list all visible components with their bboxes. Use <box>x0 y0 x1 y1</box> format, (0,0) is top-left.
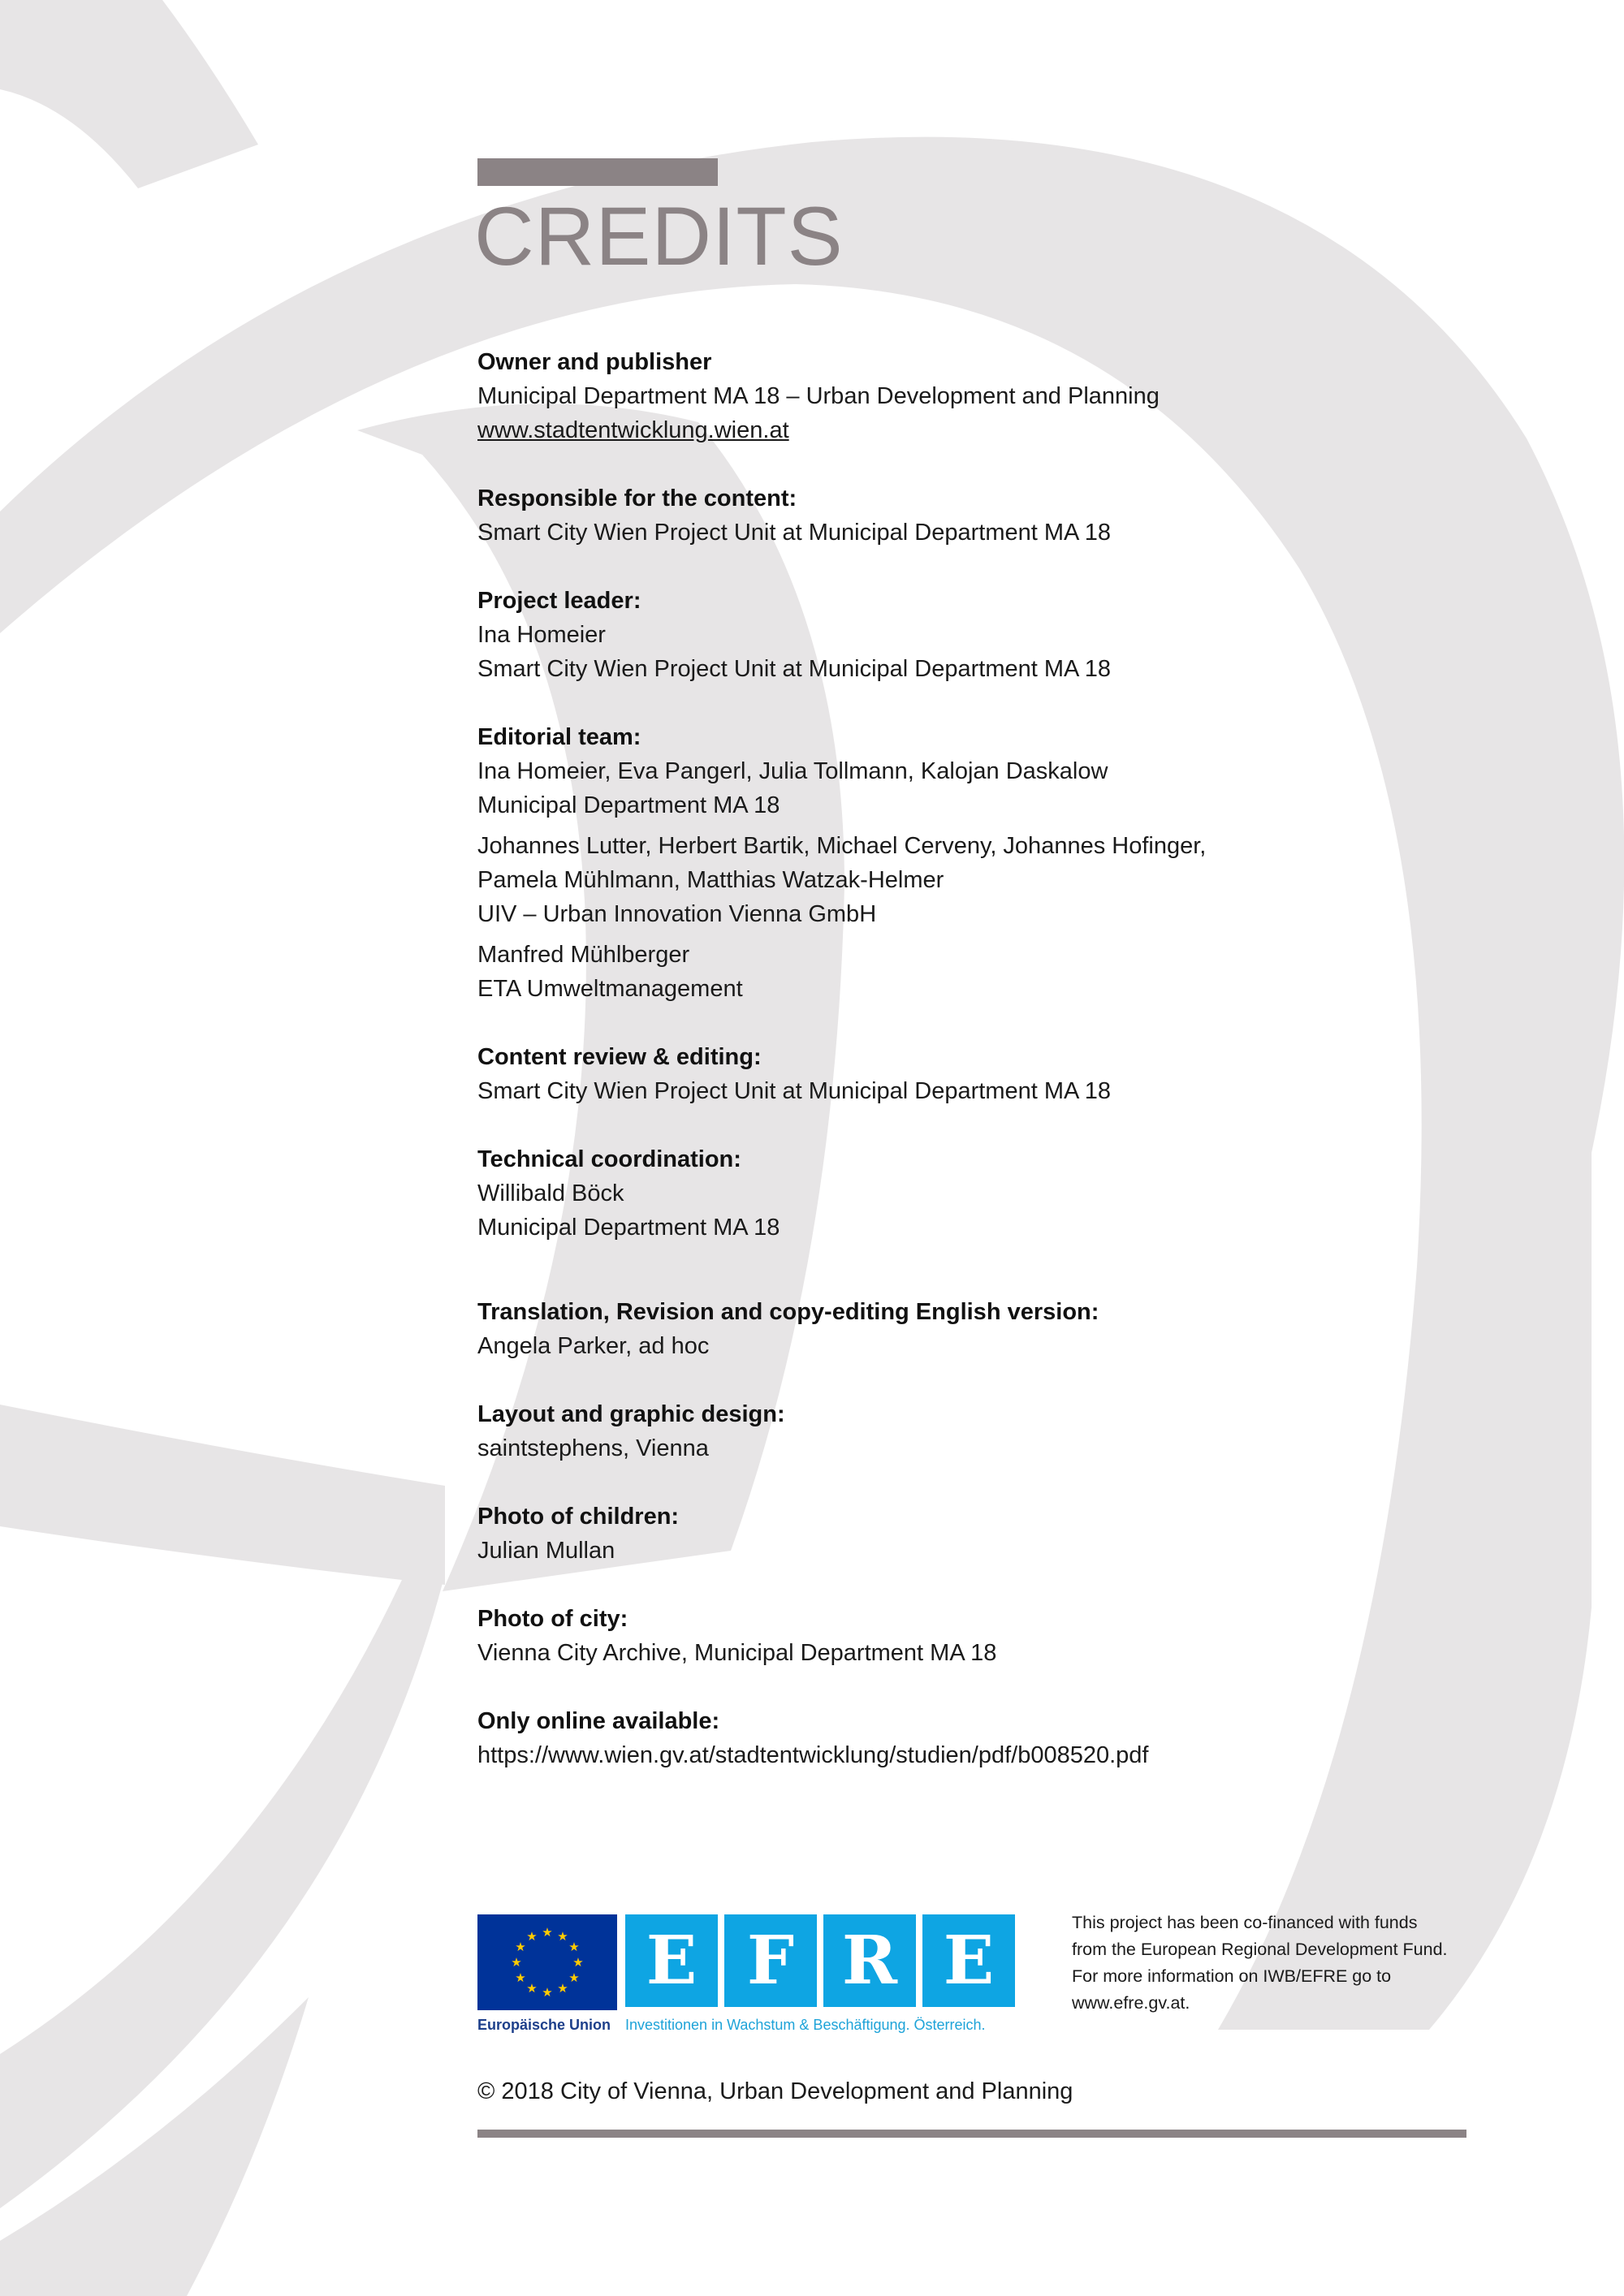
credit-heading: Responsible for the content: <box>477 486 797 511</box>
credit-line: Willibald Böck <box>477 1180 624 1206</box>
credit-heading: Technical coordination: <box>477 1146 741 1172</box>
credit-photo-city <box>477 1602 1557 1670</box>
copyright-notice: © 2018 City of Vienna, Urban Development and Planning <box>477 2078 1073 2104</box>
efre-letter-tile: E <box>922 1914 1015 2007</box>
credit-line: UIV – Urban Innovation Vienna GmbH <box>477 901 877 927</box>
svg-text:★: ★ <box>557 1929 568 1944</box>
page-title: CREDITS <box>474 190 844 283</box>
credit-line: Pamela Mühlmann, Matthias Watzak-Helmer <box>477 867 944 893</box>
cofinance-line: This project has been co-financed with funds <box>1072 1913 1418 1932</box>
credit-line: Smart City Wien Project Unit at Municipal Department MA 18 <box>477 520 1112 546</box>
svg-text:★: ★ <box>526 1929 538 1944</box>
title-accent-bar <box>477 158 718 186</box>
credit-line: Municipal Department MA 18 – Urban Development and Planning <box>477 383 1160 409</box>
eu-caption: Europäische Union <box>477 2017 611 2033</box>
svg-text:★: ★ <box>515 1970 526 1985</box>
credit-heading: Project leader: <box>477 588 641 614</box>
credit-line: Ina Homeier <box>477 622 606 648</box>
efre-letter-tile: E <box>625 1914 718 2007</box>
credit-layout-design <box>477 1397 1557 1465</box>
cofinance-line: from the European Regional Development Fund. <box>1072 1940 1448 1959</box>
cofinance-line: www.efre.gv.at. <box>1072 1993 1190 2013</box>
credit-line: Municipal Department MA 18 <box>477 1215 780 1241</box>
cofinance-note <box>1072 1910 1494 2017</box>
eu-flag-logo <box>477 1914 617 2010</box>
credit-heading: Photo of children: <box>477 1504 680 1530</box>
website-link[interactable]: www.stadtentwicklung.wien.at <box>477 417 789 443</box>
credits-list <box>477 345 1557 1772</box>
svg-text:★: ★ <box>515 1940 526 1954</box>
credit-heading: Translation, Revision and copy-editing English version: <box>477 1299 1099 1325</box>
credit-owner <box>477 345 1557 447</box>
credit-photo-children <box>477 1500 1557 1568</box>
credit-line: Johannes Lutter, Herbert Bartik, Michael Cerveny, Johannes Hofinger, <box>477 833 1207 859</box>
svg-text:★: ★ <box>542 1985 553 2000</box>
credit-line: Vienna City Archive, Municipal Department MA 18 <box>477 1640 997 1666</box>
online-pdf-link[interactable]: https://www.wien.gv.at/stadtentwicklung/studien/pdf/b008520.pdf <box>477 1742 1149 1768</box>
svg-text:★: ★ <box>526 1981 538 1996</box>
svg-text:★: ★ <box>568 1940 580 1954</box>
svg-text:★: ★ <box>572 1955 584 1970</box>
svg-text:★: ★ <box>542 1925 553 1940</box>
credit-technical-coordination <box>477 1142 1557 1245</box>
credit-line: saintstephens, Vienna <box>477 1435 709 1461</box>
credit-line: Angela Parker, ad hoc <box>477 1333 710 1359</box>
credit-line: Municipal Department MA 18 <box>477 792 780 818</box>
efre-caption: Investitionen in Wachstum & Beschäftigung. Österreich. <box>625 2017 986 2033</box>
credit-heading: Owner and publisher <box>477 349 712 375</box>
credit-heading: Only online available: <box>477 1708 720 1734</box>
credit-heading: Editorial team: <box>477 724 641 750</box>
svg-text:★: ★ <box>557 1981 568 1996</box>
credit-project-leader <box>477 584 1557 686</box>
bottom-accent-bar <box>477 2130 1466 2138</box>
svg-text:★: ★ <box>568 1970 580 1985</box>
credit-line: ETA Umweltmanagement <box>477 976 743 1002</box>
credit-heading: Content review & editing: <box>477 1044 762 1070</box>
credit-heading: Photo of city: <box>477 1606 628 1632</box>
credit-online <box>477 1704 1557 1772</box>
credit-responsible <box>477 481 1557 550</box>
credit-translation <box>477 1295 1557 1363</box>
credit-editorial-team <box>477 720 1557 1006</box>
cofinance-line: For more information on IWB/EFRE go to <box>1072 1966 1392 1986</box>
credit-line: Manfred Mühlberger <box>477 942 690 968</box>
credit-line: Smart City Wien Project Unit at Municipal Department MA 18 <box>477 1078 1112 1104</box>
credit-content-review <box>477 1040 1557 1108</box>
svg-text:★: ★ <box>511 1955 522 1970</box>
efre-letter-tile: F <box>724 1914 817 2007</box>
credit-line: Ina Homeier, Eva Pangerl, Julia Tollmann, Kalojan Daskalow <box>477 758 1108 784</box>
credit-heading: Layout and graphic design: <box>477 1401 785 1427</box>
eu-stars-icon <box>477 1914 617 2010</box>
efre-letter-tile: R <box>823 1914 916 2007</box>
credit-line: Smart City Wien Project Unit at Municipal Department MA 18 <box>477 656 1112 682</box>
credit-line: Julian Mullan <box>477 1538 615 1564</box>
